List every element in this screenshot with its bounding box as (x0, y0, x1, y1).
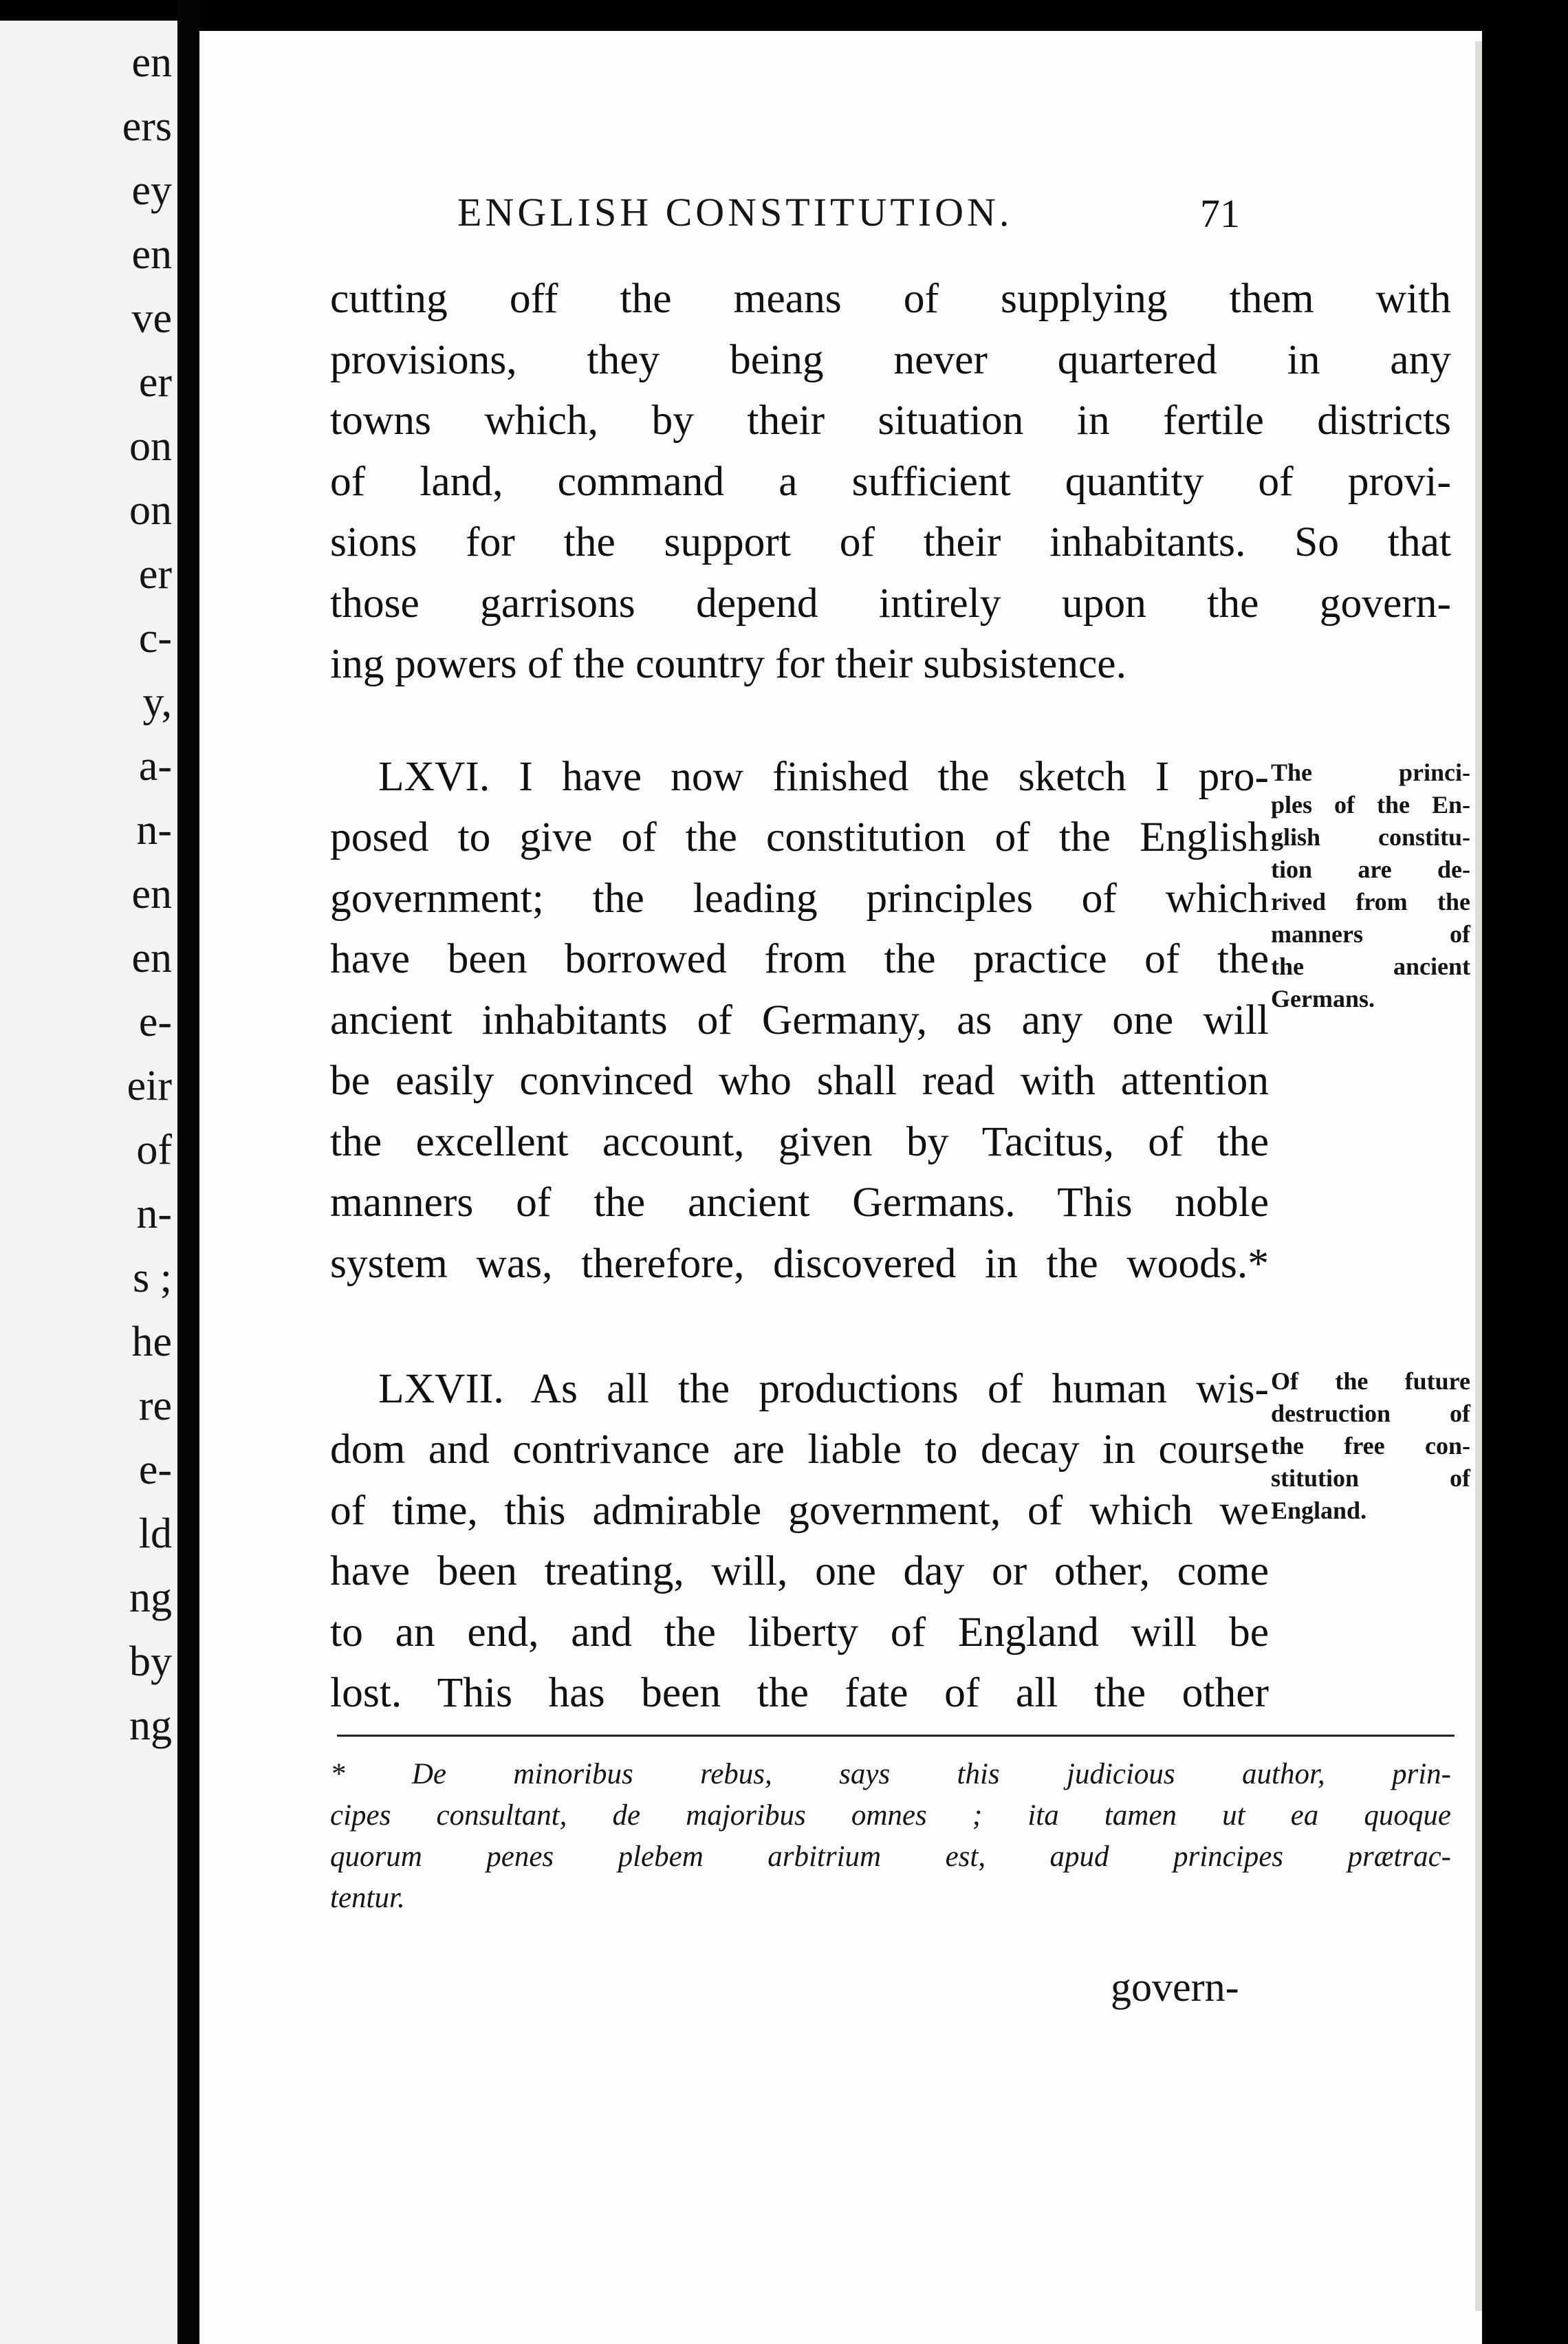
catchword: govern- (1111, 1964, 1239, 2010)
note-line: tion are de- (1271, 856, 1470, 883)
text-line: cutting off the means of supplying them with (330, 275, 1451, 322)
footnote-line: quorum penes plebem arbitrium est, apud principes prætrac- (330, 1841, 1451, 1873)
text-line: dom and contrivance are liable to decay in course (330, 1426, 1269, 1473)
text-line: LXVII. As all the productions of human wis- (378, 1365, 1269, 1412)
footnote-line: * De minoribus rebus, says this judicious author, prin- (330, 1758, 1451, 1790)
previous-page-line-fragment: ey (131, 167, 172, 214)
previous-page-line-fragment: er (138, 551, 172, 598)
note-line: England. (1271, 1497, 1367, 1524)
previous-page-line-fragment: on (129, 487, 172, 534)
text-line: be easily convinced who shall read with attention (330, 1057, 1269, 1104)
note-line: Germans. (1271, 985, 1375, 1012)
note-line: manners of (1271, 920, 1470, 948)
previous-page-line-fragment: n- (136, 1191, 172, 1237)
note-line: rived from the (1271, 888, 1470, 915)
previous-page-line-fragment: ng (129, 1702, 172, 1749)
margin-note-german-origins (1271, 757, 1470, 1015)
text-line: lost. This has been the fate of all the other (330, 1669, 1269, 1716)
footnote (330, 1754, 1451, 1919)
previous-page-line-fragment: by (129, 1638, 172, 1685)
previous-page-line-fragment: he (131, 1318, 172, 1365)
text-line: posed to give of the constitution of the English (330, 814, 1269, 860)
text-line: LXVI. I have now finished the sketch I pro- (378, 753, 1269, 800)
note-line: stitution of (1271, 1464, 1470, 1492)
text-line: of time, this admirable government, of which we (330, 1486, 1269, 1534)
text-line: sions for the support of their inhabitants. So that (330, 519, 1451, 565)
previous-page-line-fragment: n- (136, 807, 172, 854)
previous-page-line-fragment: ng (129, 1574, 172, 1621)
scan-border-right (1482, 0, 1568, 2344)
footnote-rule (337, 1735, 1455, 1737)
footnote-line: tentur. (330, 1882, 405, 1914)
previous-page-line-fragment: ers (122, 103, 172, 150)
note-line: The princi- (1271, 759, 1470, 786)
previous-page-line-fragment: en (131, 871, 172, 918)
page-number: 71 (1200, 191, 1240, 236)
previous-page-line-fragment: y, (142, 679, 172, 726)
previous-page-line-fragment: re (138, 1382, 172, 1429)
previous-page-line-fragment: en (131, 231, 172, 278)
text-line: of land, command a sufficient quantity of provi- (330, 457, 1451, 505)
text-line: have been borrowed from the practice of the (330, 935, 1269, 982)
paragraph-lxvi-first-line (330, 746, 1269, 807)
book-gutter (177, 0, 199, 2344)
book-page (199, 31, 1482, 2344)
note-line: Of the future (1271, 1367, 1470, 1395)
paragraph-lxvii-first-line (330, 1358, 1269, 1420)
text-line: government; the leading principles of which (330, 874, 1269, 922)
text-line: system was, therefore, discovered in the woods.* (330, 1239, 1269, 1287)
previous-page-line-fragment: ld (138, 1510, 172, 1557)
text-line: to an end, and the liberty of England will be (330, 1608, 1269, 1656)
previous-page-line-fragment: s ; (133, 1255, 172, 1301)
text-line: provisions, they being never quartered in any (330, 336, 1451, 383)
text-line: those garrisons depend intirely upon the govern- (330, 579, 1451, 627)
previous-page-line-fragment: en (131, 935, 172, 981)
text-line: towns which, by their situation in fertile districts (330, 397, 1451, 444)
note-line: glish constitu- (1271, 823, 1470, 851)
text-line: ancient inhabitants of Germany, as any one will (330, 996, 1269, 1043)
text-line: have been treating, will, one day or other, come (330, 1548, 1269, 1594)
previous-page-line-fragment: of (136, 1127, 172, 1173)
previous-page-line-fragment: e- (138, 1446, 172, 1493)
note-line: the ancient (1271, 953, 1470, 980)
previous-page-line-fragment: e- (138, 999, 172, 1045)
note-line: ples of the En- (1271, 791, 1470, 818)
previous-page-line-fragment: on (129, 423, 172, 470)
previous-page-fragment (0, 21, 177, 2344)
paragraph-1 (330, 268, 1451, 695)
paragraph-lxvi (330, 807, 1269, 1294)
text-line: ing powers of the country for their subsistence. (330, 640, 1126, 687)
footnote-line: cipes consultant, de majoribus omnes ; ita tamen ut ea quoque (330, 1799, 1451, 1832)
previous-page-line-fragment: ve (131, 295, 172, 342)
margin-note-future-destruction (1271, 1365, 1470, 1527)
text-line: manners of the ancient Germans. This noble (330, 1179, 1269, 1226)
running-head: ENGLISH CONSTITUTION. (457, 190, 1013, 235)
note-line: the free con- (1271, 1432, 1470, 1459)
text-line: the excellent account, given by Tacitus, of the (330, 1118, 1269, 1165)
previous-page-line-fragment: a- (138, 743, 172, 790)
previous-page-line-fragment: er (138, 359, 172, 406)
paragraph-lxvii (330, 1419, 1269, 1724)
note-line: destruction of (1271, 1400, 1470, 1427)
previous-page-line-fragment: en (131, 39, 172, 86)
previous-page-line-fragment: c- (138, 615, 172, 662)
previous-page-line-fragment: eir (127, 1063, 172, 1109)
